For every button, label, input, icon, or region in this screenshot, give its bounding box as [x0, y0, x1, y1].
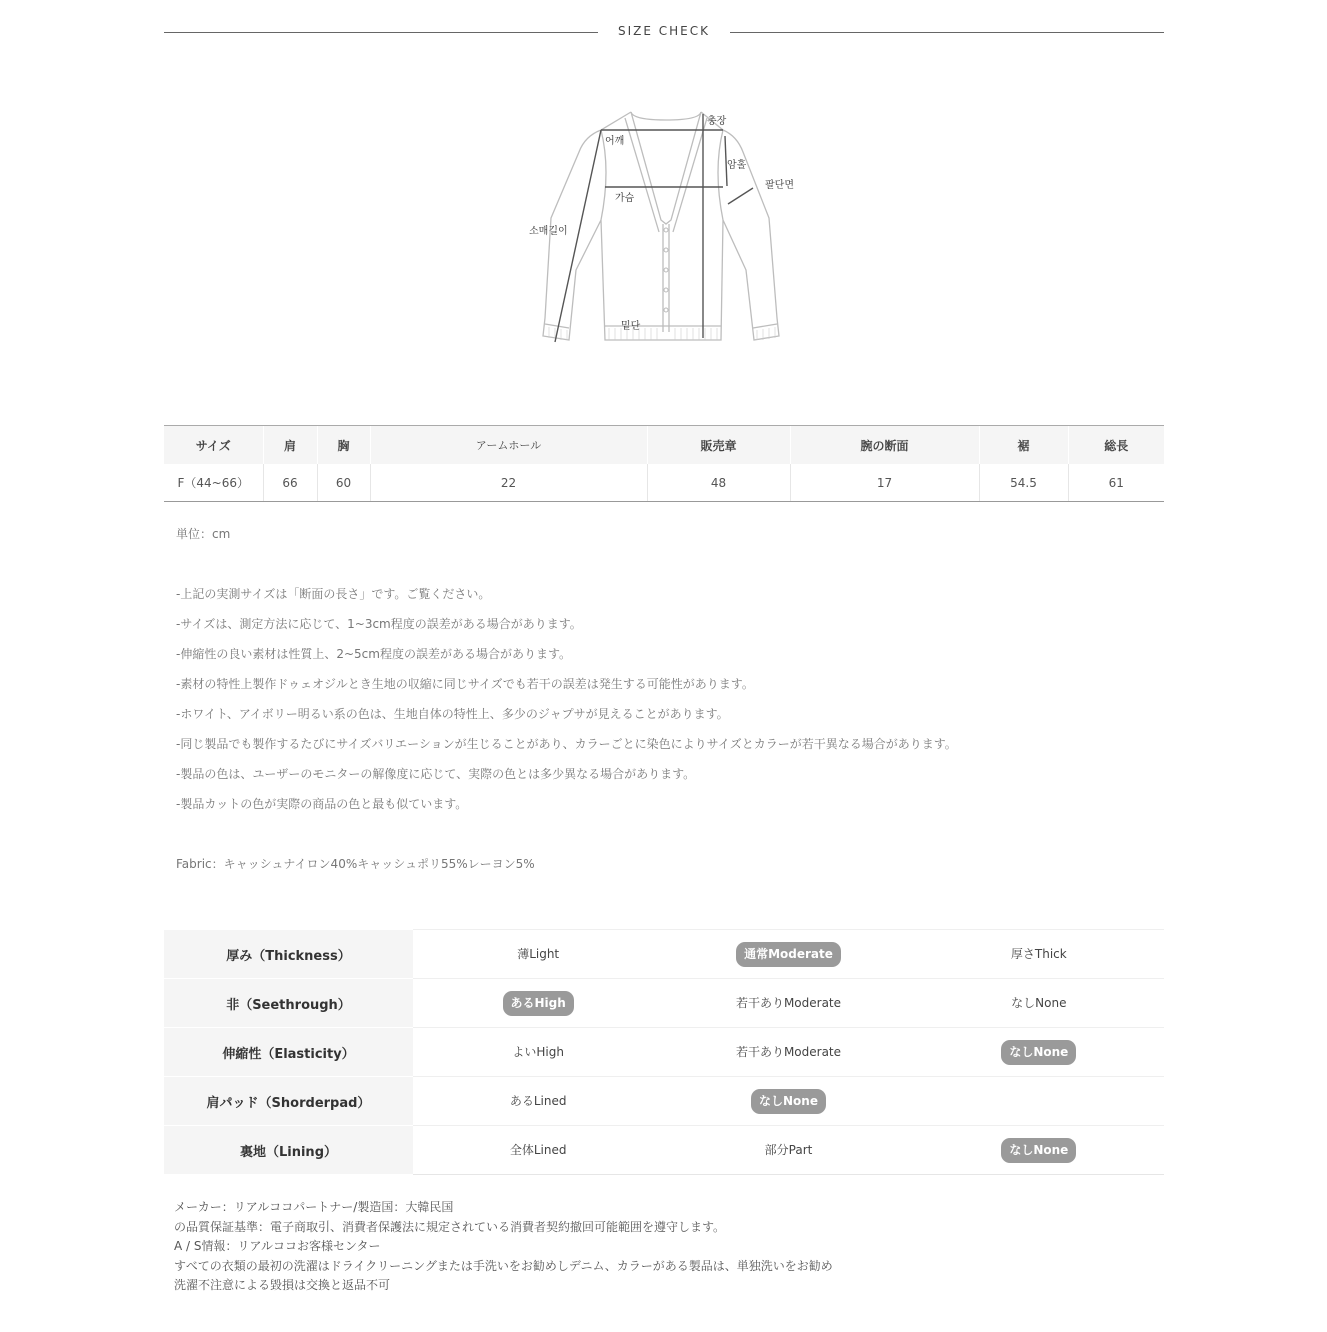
selected-option-badge: あるHigh [503, 991, 574, 1016]
attribute-option-cell [914, 1028, 1164, 1077]
size-cell: 48 [647, 464, 790, 502]
note-line: -ホワイト、アイボリー明るい系の色は、生地自体の特性上、多少のジャプサが見えることがあります。 [176, 707, 729, 721]
attribute-option-cell [413, 1126, 663, 1175]
note-line: -伸縮性の良い素材は性質上、2~5cm程度の誤差がある場合があります。 [176, 647, 571, 661]
option-label: あるLined [509, 1093, 567, 1108]
header-rule-left [164, 32, 598, 33]
note-line: -素材の特性上製作ドゥェオジルとき生地の収縮に同じサイズでも若干の誤差は発生する可能性があります。 [176, 677, 754, 691]
note-line: -製品カットの色が実際の商品の色と最も似ています。 [176, 797, 468, 811]
attribute-option-cell [413, 1028, 663, 1077]
attribute-option-cell [413, 930, 663, 979]
attribute-label: 裏地（Lining） [164, 1126, 413, 1175]
size-diagram [521, 100, 811, 360]
unit-label: 単位：cm [176, 527, 231, 541]
attribute-option-cell [914, 979, 1164, 1028]
option-label: 若干ありModerate [735, 995, 842, 1010]
size-cell: 60 [317, 464, 370, 502]
label-total-length: 총장 [707, 116, 727, 127]
selected-option-badge: 通常Moderate [736, 942, 841, 967]
size-header-cell: アームホール [370, 426, 647, 465]
size-header-cell: 腕の断面 [790, 426, 979, 465]
size-cell: 17 [790, 464, 979, 502]
size-table [164, 425, 1164, 502]
size-table-header-row [164, 426, 1164, 465]
note-line: -同じ製品でも製作するたびにサイズバリエーションが生じることがあり、カラーごとに染色によりサイズとカラーが若干異なる場合があります。 [176, 737, 957, 751]
table-row [164, 1028, 1164, 1077]
label-sleeve-opening: 팔단면 [765, 180, 794, 191]
footer-line: すべての衣類の最初の洗濯はドライクリーニングまたは手洗いをお勧めしデニム、カラーがある製品は、単独洗いをお勧め [174, 1258, 833, 1273]
attribute-option-cell [663, 1077, 913, 1126]
size-cell: 22 [370, 464, 647, 502]
footer-line: 洗濯不注意による毀損は交換と返品不可 [174, 1278, 391, 1292]
attribute-option-cell [663, 1126, 913, 1175]
size-header-cell: 総長 [1068, 426, 1164, 465]
footer-line: の品質保証基準：電子商取引、消費者保護法に規定されている消費者契約撤回可能範囲を遵守します。 [174, 1219, 726, 1234]
label-chest: 가슴 [615, 193, 635, 204]
attribute-option-cell [914, 1077, 1164, 1126]
note-line: -サイズは、測定方法に応じて、1~3cm程度の誤差がある場合があります。 [176, 617, 582, 631]
size-header-cell: サイズ [164, 426, 263, 465]
attribute-option-cell [914, 930, 1164, 979]
note-line: -製品の色は、ユーザーのモニターの解像度に応じて、実際の色とは多少異なる場合があります。 [176, 767, 696, 781]
product-info-footer [174, 1198, 833, 1296]
attribute-option-cell [663, 930, 913, 979]
attribute-table [164, 929, 1164, 1175]
option-label: よいHigh [512, 1044, 564, 1059]
attribute-option-cell [413, 979, 663, 1028]
selected-option-badge: なしNone [751, 1089, 826, 1114]
fabric-composition: Fabric：キャッシュナイロン40%キャッシュポリ55%レーヨン5% [176, 857, 535, 871]
selected-option-badge: なしNone [1001, 1138, 1076, 1163]
attribute-label: 厚み（Thickness） [164, 930, 413, 979]
size-header-cell: 販売章 [647, 426, 790, 465]
label-hem: 밑단 [621, 321, 641, 332]
section-header [164, 22, 1164, 42]
size-cell: 54.5 [979, 464, 1068, 502]
option-label [1031, 1097, 1047, 1105]
table-row [164, 1077, 1164, 1126]
size-cell: 66 [263, 464, 317, 502]
selected-option-badge: なしNone [1001, 1040, 1076, 1065]
attribute-option-cell [663, 1028, 913, 1077]
label-armhole: 암홀 [727, 160, 747, 171]
size-header-cell: 胸 [317, 426, 370, 465]
note-line: -上記の実測サイズは「断面の長さ」です。ご覧ください。 [176, 587, 491, 601]
header-rule-right [730, 32, 1164, 33]
table-row [164, 1126, 1164, 1175]
option-label: 厚さThick [1010, 946, 1067, 961]
label-sleeve-length: 소매길이 [529, 226, 568, 237]
option-label: 薄Light [517, 946, 560, 961]
option-label: なしNone [1011, 995, 1067, 1010]
size-header-cell: 裾 [979, 426, 1068, 465]
footer-line: メーカー：リアルココパートナー/製造国：大韓民国 [174, 1200, 454, 1214]
table-row [164, 979, 1164, 1028]
attribute-option-cell [663, 979, 913, 1028]
option-label: 部分Part [764, 1142, 813, 1157]
attribute-label: 肩パッド（Shorderpad） [164, 1077, 413, 1126]
option-label: 若干ありModerate [735, 1044, 842, 1059]
size-header-cell: 肩 [263, 426, 317, 465]
size-cell: 61 [1068, 464, 1164, 502]
table-row [164, 464, 1164, 502]
option-label: 全体Lined [509, 1142, 567, 1157]
section-title: SIZE CHECK [617, 24, 710, 38]
footer-line: A / S情報：リアルココお客様センター [174, 1239, 381, 1253]
attribute-label: 伸縮性（Elasticity） [164, 1028, 413, 1077]
attribute-option-cell [914, 1126, 1164, 1175]
label-shoulder: 어깨 [605, 136, 625, 147]
size-cell: F（44~66） [164, 464, 263, 502]
table-row [164, 930, 1164, 979]
attribute-label: 非（Seethrough） [164, 979, 413, 1028]
attribute-option-cell [413, 1077, 663, 1126]
